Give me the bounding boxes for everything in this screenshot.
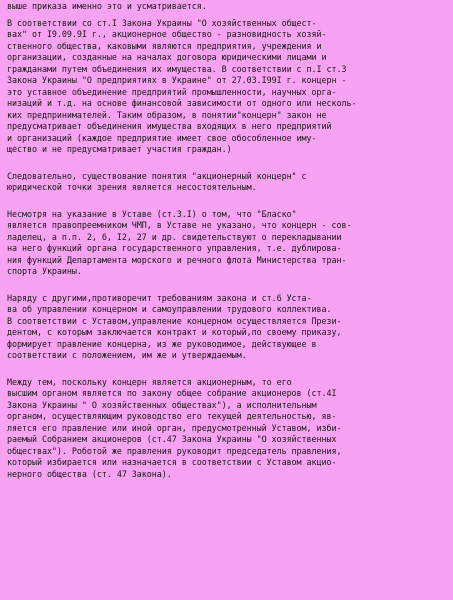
text-line: Закона Украины "О предприятиях в Украине" от 27.03.I99I г. концерн - [7,75,347,85]
text-line: В соответствии с Уставом,управление концерном осуществляется Прези- [7,315,342,326]
text-line: вах" от I9.09.9I г., акционерное общество - разновидность хозяй- [7,29,327,39]
text-line: ва об управлении концерном и самоуправлении трудового коллектива. [7,304,332,314]
text-line: является правопреемником ЧМП, в Уставе не указано, что концерн - сов- [7,220,352,230]
text-line: и организаций (каждое предприятие имеет свое обособленное иму- [7,132,317,143]
text-line: ких предпринимателей. Таким образом, в понятии"концерн" закон не [7,109,327,120]
text-line: формирует правление концерна, из же руководимое, действующее в [7,338,317,349]
text-line: который избирается или назначается в соответствии с Уставом акцио- [7,457,337,467]
text-line: предусматривает объединения имущества входящих в него предприятий [7,121,332,131]
text-line: спорта Украины. [7,266,82,276]
paragraph-law-definition [7,18,445,156]
text-line: щество и не предусматривает участия граждан.) [7,144,232,154]
text-line: на него функций органа государственного управления, т.е. дублирова- [7,243,342,253]
text-line: Наряду с другими,противоречит требованиям закона и ст.6 Уста- [7,292,312,303]
paragraph-intro [7,1,445,13]
text-line: раемый Собранием акционеров (ст.47 Закона Украины "О хозяйственных [7,434,337,444]
paragraph-management [7,293,445,362]
text-line: гражданами путем объединения их имущества. В соответствии с п.I ст.3 [7,63,347,74]
text-line: Несмотря на указание в Уставе (ст.3.I) о том, что "Бласко" [7,208,297,219]
text-line: В соответствии со ст.I Закона Украины "О хозяйственных общест- [7,17,317,28]
paragraph-statute-reference [7,209,445,278]
text-line: Между тем, поскольку концерн является акционерным, то его [7,376,292,387]
text-line: выше приказа именно это и усматривается. [7,1,207,11]
text-line: юридической точки зрения является несостоятельным. [7,182,257,192]
text-line: низаций и т.д. на основе финансовой зависимости от одного или несколь- [7,98,357,108]
text-line: нерного общества (ст. 47 Закона). [7,468,172,479]
text-line: ния функций Департамента морского и речного флота Министерства тран- [7,254,347,265]
paragraph-shareholders [7,377,445,481]
text-line: обществах"). Роботой же правления руководит председатель правления, [7,445,342,456]
text-line: ственного общества, каковыми являются предприятия, учреждения и [7,40,322,51]
text-line: высшим органом является по закону общее собрание акционеров (ст.4I [7,388,337,398]
text-line: ладелец, а п.п. 2, 6, I2, 27 и др. свидетельствуют о перекладывании [7,231,342,242]
text-line: органом, осуществляющим руководство его текущей деятельностью, яв- [7,411,337,421]
text-line: ляется его правление или иной орган, предусмотренный Уставом, изби- [7,422,342,433]
text-line: Следовательно, существование понятия "акционерный концерн" с [7,170,307,181]
paragraph-conclusion [7,171,445,194]
text-line: соответствии с положением, им же и утверждаемым. [7,350,247,360]
text-line: организации, созданные на началах договора юридическими лицами и [7,52,327,62]
text-line: дентом, с которым заключается контракт и который,по своему приказу, [7,327,342,337]
text-line: Закона Украины " О хозяйственных обществах"), а исполнительным [7,399,317,410]
text-line: это уставное объединение предприятий промышленности, научных орга- [7,86,337,97]
